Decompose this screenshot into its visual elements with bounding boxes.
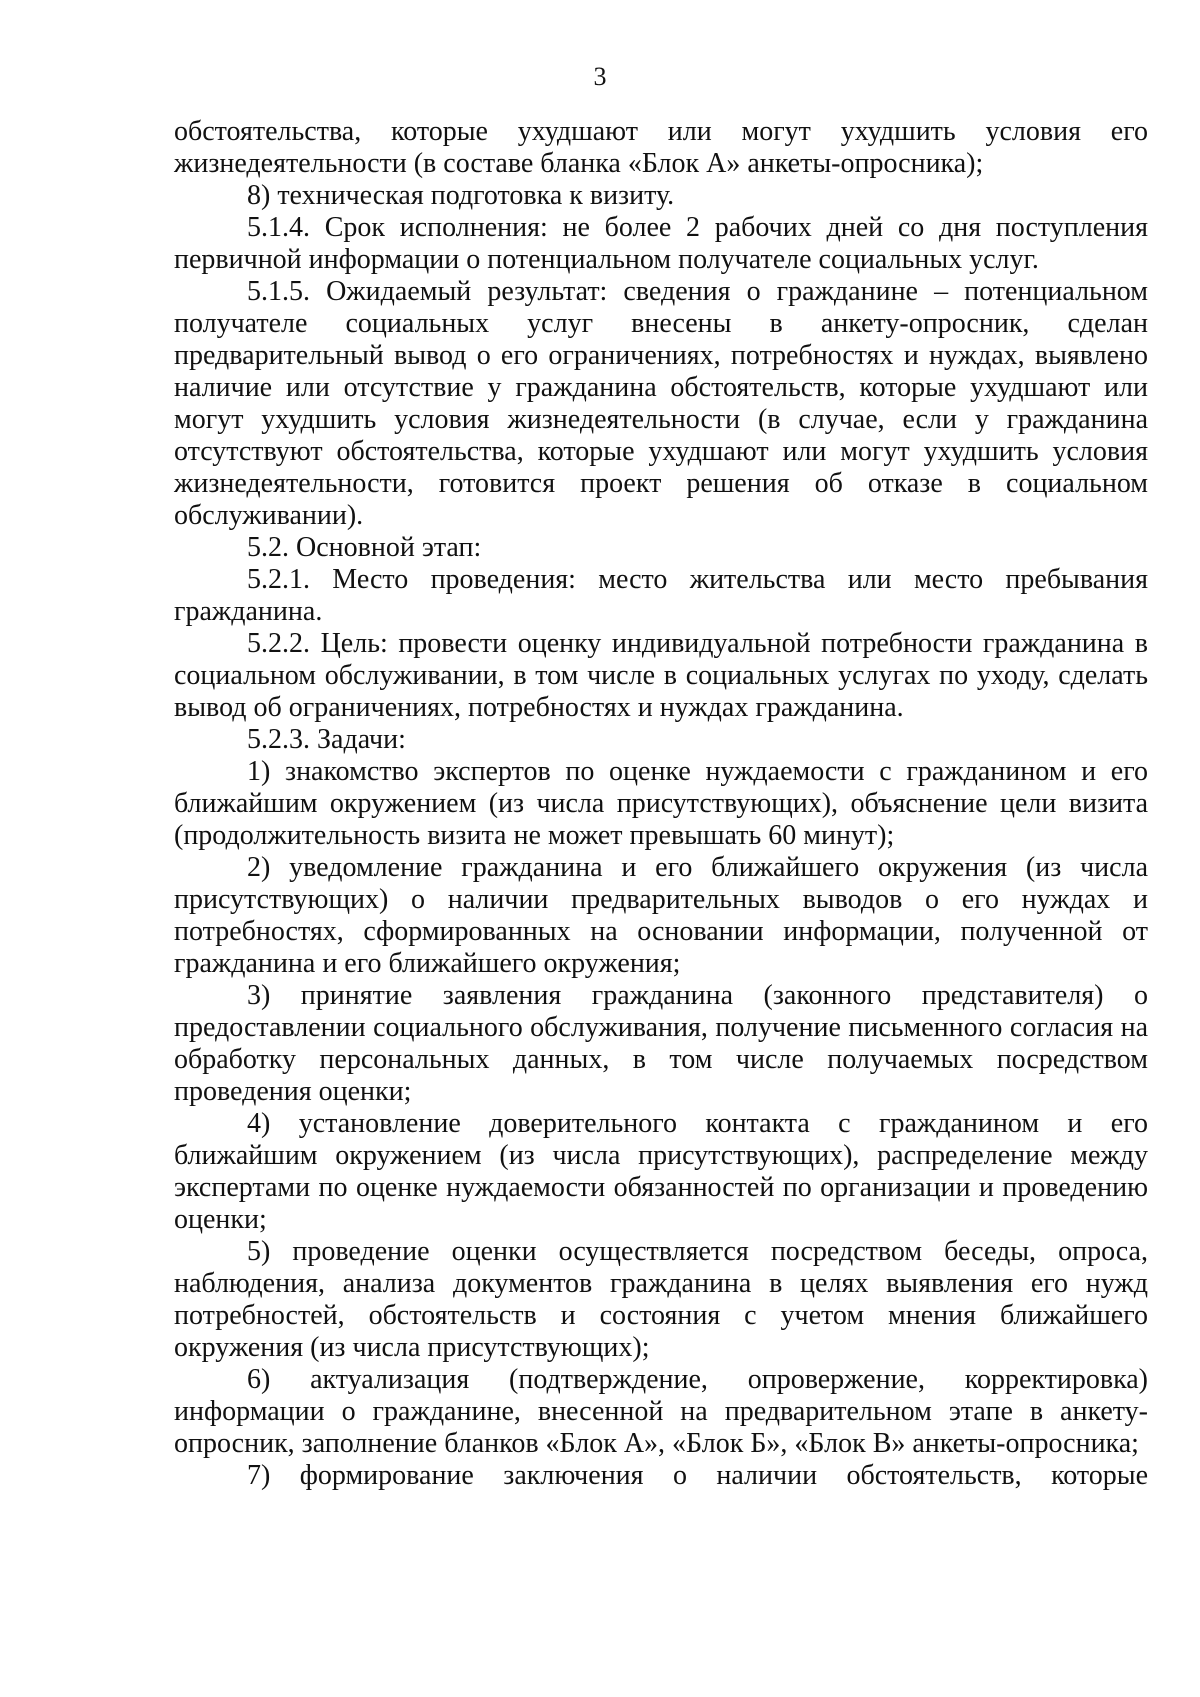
paragraph-5-2-3: 5.2.3. Задачи:: [247, 724, 406, 755]
paragraph-5-2: 5.2. Основной этап:: [247, 532, 482, 563]
paragraph-5-2-1: 5.2.1. Место проведения: место жительства или место пребывания гражданина.: [174, 564, 1148, 627]
paragraph-continuation: обстоятельства, которые ухудшают или могут ухудшить условия его жизнедеятельности (в составе бланка «Блок А» анкеты-опросника);: [174, 116, 1148, 179]
task-item-7: 7) формирование заключения о наличии обстоятельств, которые: [247, 1460, 1148, 1491]
paragraph-5-2-2: 5.2.2. Цель: провести оценку индивидуальной потребности гражданина в социальном обслуживании, в том числе в социальных услугах по уходу, сделать вывод об ограничениях, потребностях и нуждах гражданина.: [174, 628, 1148, 723]
task-item-6: 6) актуализация (подтверждение, опровержение, корректировка) информации о гражданине, внесенной на предварительном этапе в анкету-опросник, заполнение бланков «Блок А», «Блок Б», «Блок В» анкеты-опросника;: [174, 1364, 1148, 1459]
paragraph-5-1-5: 5.1.5. Ожидаемый результат: сведения о гражданине – потенциальном получателе социальных услуг внесены в анкету-опросник, сделан предварительный вывод о его ограничениях, потребностях и нуждах, выявлено наличие или отсутствие у гражданина обстоятельств, которые ухудшают или могут ухудшить условия жизнедеятельности (в случае, если у гражданина отсутствуют обстоятельства, которые ухудшают или могут ухудшить условия жизнедеятельности, готовится проект решения об отказе в социальном обслуживании).: [174, 276, 1148, 531]
task-item-5: 5) проведение оценки осуществляется посредством беседы, опроса, наблюдения, анализа документов гражданина в целях выявления его нужд потребностей, обстоятельств и состояния с учетом мнения ближайшего окружения (из числа присутствующих);: [174, 1236, 1148, 1363]
page-number: 3: [593, 62, 607, 91]
paragraph-5-1-4: 5.1.4. Срок исполнения: не более 2 рабочих дней со дня поступления первичной информации о потенциальном получателе социальных услуг.: [174, 212, 1148, 275]
document-body: [174, 116, 1148, 1492]
task-item-4: 4) установление доверительного контакта с гражданином и его ближайшим окружением (из числа присутствующих), распределение между экспертами по оценке нуждаемости обязанностей по организации и проведению оценки;: [174, 1108, 1148, 1235]
task-item-3: 3) принятие заявления гражданина (законного представителя) о предоставлении социального обслуживания, получение письменного согласия на обработку персональных данных, в том числе получаемых посредством проведения оценки;: [174, 980, 1148, 1107]
task-item-2: 2) уведомление гражданина и его ближайшего окружения (из числа присутствующих) о наличии предварительных выводов о его нуждах и потребностях, сформированных на основании информации, полученной от гражданина и его ближайшего окружения;: [174, 852, 1148, 979]
task-item-1: 1) знакомство экспертов по оценке нуждаемости с гражданином и его ближайшим окружением (из числа присутствующих), объяснение цели визита (продолжительность визита не может превышать 60 минут);: [174, 756, 1148, 851]
paragraph-item-8: 8) техническая подготовка к визиту.: [247, 180, 675, 211]
